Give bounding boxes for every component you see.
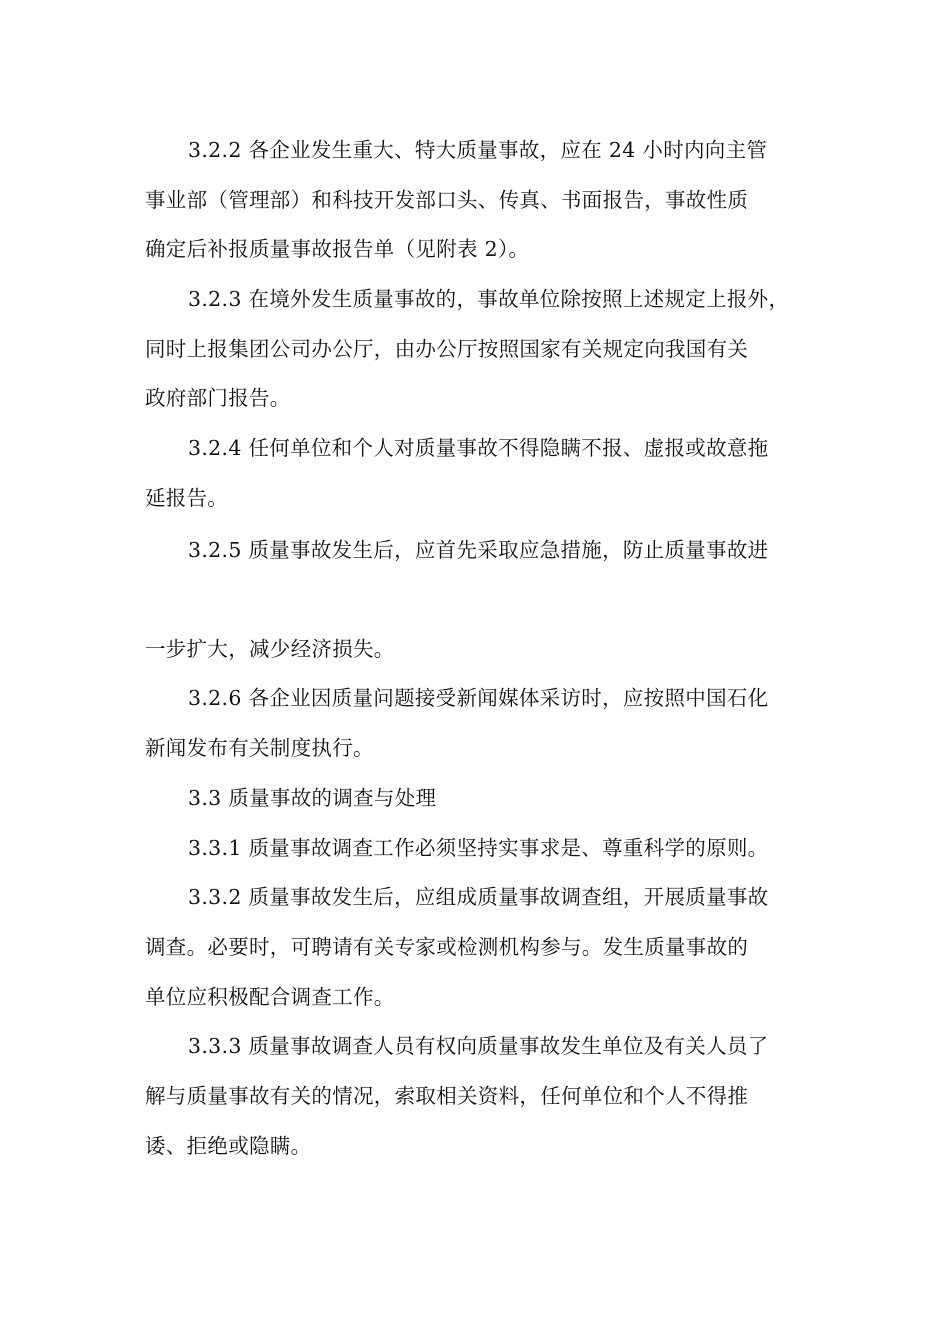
text-line: 调查。必要时，可聘请有关专家或检测机构参与。发生质量事故的 <box>145 935 749 959</box>
text-line: 3.3.2 质量事故发生后，应组成质量事故调查组，开展质量事故 <box>188 885 769 909</box>
text-line: 诿、拒绝或隐瞒。 <box>145 1134 312 1158</box>
text-line: 确定后补报质量事故报告单（见附表 2）。 <box>145 237 530 261</box>
text-line: 3.3.1 质量事故调查工作必须坚持实事求是、尊重科学的原则。 <box>188 836 769 860</box>
text-line: 3.3.3 质量事故调查人员有权向质量事故发生单位及有关人员了 <box>188 1034 769 1058</box>
text-line: 3.2.6 各企业因质量问题接受新闻媒体采访时，应按照中国石化 <box>188 686 769 710</box>
text-line: 一步扩大，减少经济损失。 <box>145 637 395 661</box>
text-line: 3.2.5 质量事故发生后，应首先采取应急措施，防止质量事故进 <box>188 538 769 562</box>
section-heading: 3.3 质量事故的调查与处理 <box>188 786 437 810</box>
text-line: 同时上报集团公司办公厅，由办公厅按照国家有关规定向我国有关 <box>145 337 749 361</box>
text-line: 新闻发布有关制度执行。 <box>145 736 374 760</box>
text-line: 事业部（管理部）和科技开发部口头、传真、书面报告，事故性质 <box>145 188 749 212</box>
text-line: 解与质量事故有关的情况，索取相关资料，任何单位和个人不得推 <box>145 1084 749 1108</box>
text-line: 3.2.2 各企业发生重大、特大质量事故，应在 24 小时内向主管 <box>188 138 768 162</box>
text-line: 3.2.4 任何单位和个人对质量事故不得隐瞒不报、虚报或故意拖 <box>188 436 769 460</box>
text-line: 政府部门报告。 <box>145 386 291 410</box>
text-line: 3.2.3 在境外发生质量事故的，事故单位除按照上述规定上报外， <box>188 287 790 311</box>
text-line: 延报告。 <box>145 486 229 510</box>
text-line: 单位应积极配合调查工作。 <box>145 985 395 1009</box>
